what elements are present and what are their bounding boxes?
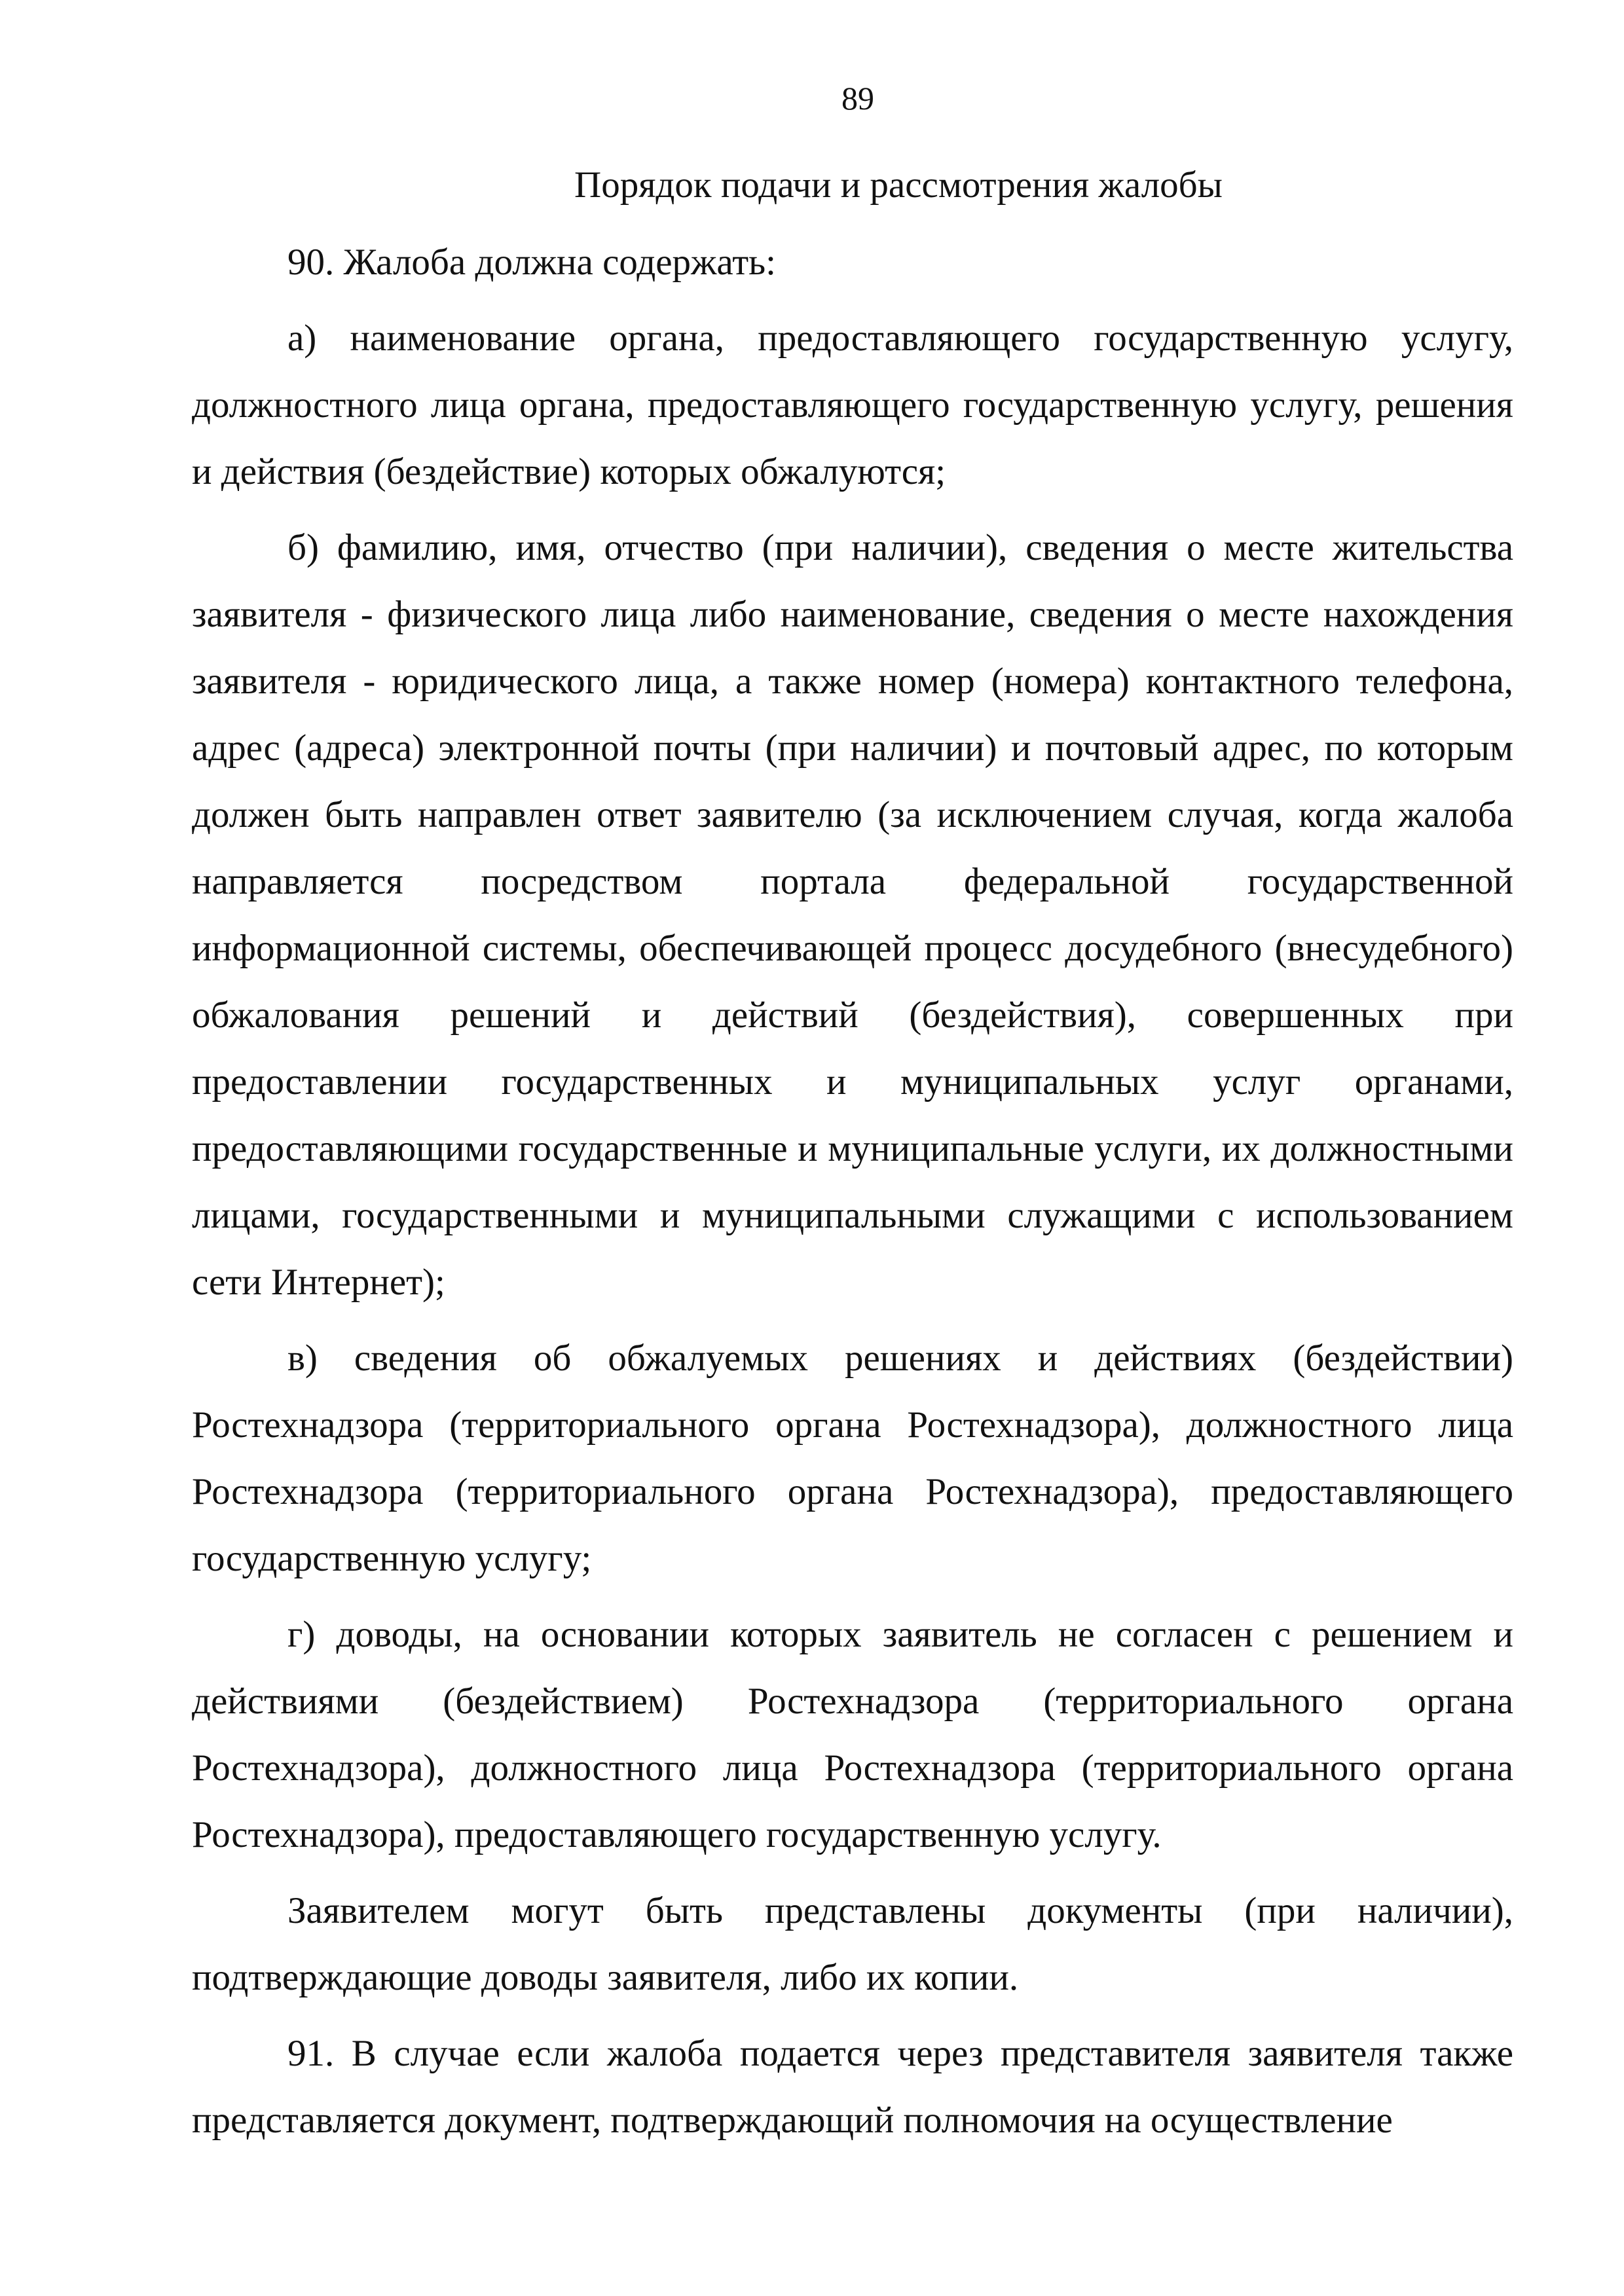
paragraph-item-b: б) фамилию, имя, отчество (при наличии), сведения о месте жительства заявителя - физического лица либо наименование, сведения о месте нахождения заявителя - юридического лица, а также номер (номера) контактного телефона, адрес (адреса) электронной почты (при наличии) и почтовый адрес, по которым должен быть направлен ответ заявителю (за исключением случая, когда жалоба направляется посредством портала федеральной государственной информационной системы, обеспечивающей процесс досудебного (внесудебного) обжалования решений и действий (бездействия), совершенных при предоставлении государственных и муниципальных услуг органами, предоставляющими государственные и муниципальные услуги, их должностными лицами, государственными и муниципальными служащими с использованием сети Интернет); bbox=[192, 527, 1513, 1303]
paragraph-90-intro: 90. Жалоба должна содержать: bbox=[287, 242, 776, 283]
paragraph-item-v: в) сведения об обжалуемых решениях и действиях (бездействии) Ростехнадзора (территориального органа Ростехнадзора), должностного лица Ростехнадзора (территориального органа Ростехнадзора), предоставляющего государственную услугу; bbox=[192, 1338, 1513, 1579]
page-number: 89 bbox=[841, 80, 874, 117]
paragraph-91: 91. В случае если жалоба подается через представителя заявителя также представляется документ, подтверждающий полномочия на осуществление bbox=[192, 2033, 1513, 2141]
paragraph-item-a: а) наименование органа, предоставляющего государственную услугу, должностного лица органа, предоставляющего государственную услугу, решения и действия (бездействие) которых обжалуются; bbox=[192, 318, 1513, 492]
document-body bbox=[192, 152, 1513, 2154]
section-title: Порядок подачи и рассмотрения жалобы bbox=[574, 164, 1223, 206]
paragraph-item-g: г) доводы, на основании которых заявитель не согласен с решением и действиями (бездействием) Ростехнадзора (территориального органа Ростехнадзора), должностного лица Ростехнадзора (территориального органа Ростехнадзора), предоставляющего государственную услугу. bbox=[192, 1614, 1513, 1855]
paragraph-documents: Заявителем могут быть представлены документы (при наличии), подтверждающие доводы заявителя, либо их копии. bbox=[192, 1890, 1513, 1998]
